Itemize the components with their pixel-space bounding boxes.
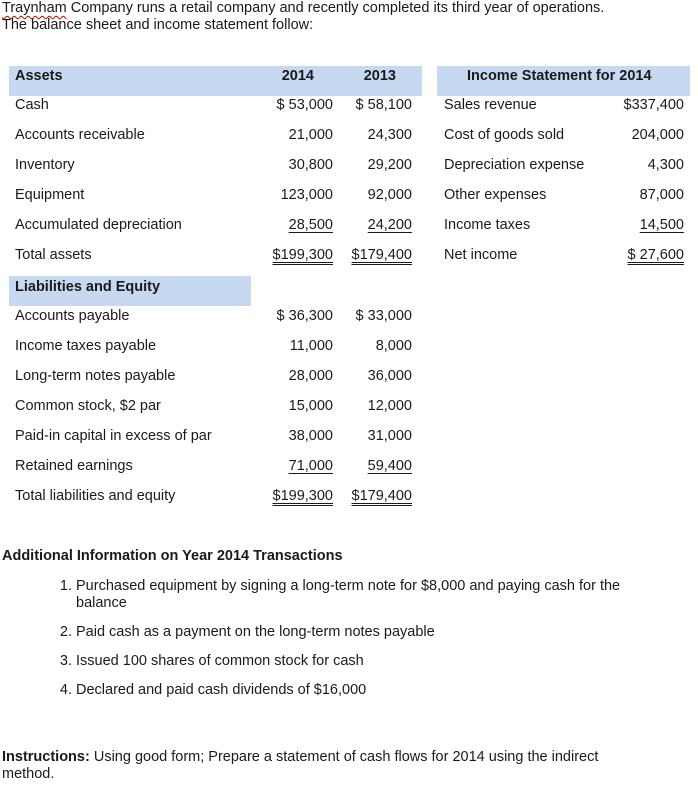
intro-line1: Company runs a retail company and recently completed its third year of operations. bbox=[66, 0, 605, 16]
asset-label: Accumulated depreciation bbox=[15, 217, 182, 233]
income-statement-header: Income Statement for 2014 bbox=[467, 68, 652, 84]
liab-label: Long-term notes payable bbox=[15, 368, 176, 384]
income-label: Sales revenue bbox=[444, 97, 537, 113]
list-item: 1. Purchased equipment by signing a long-term note for $8,000 and paying cash for the balance bbox=[76, 578, 666, 612]
liab-2013: $ 33,000 bbox=[355, 308, 412, 324]
income-label: Depreciation expense bbox=[444, 157, 585, 173]
liab-2013: 12,000 bbox=[367, 398, 412, 414]
instructions bbox=[2, 749, 652, 783]
col-2013-header: 2013 bbox=[363, 68, 396, 84]
list-item: 2. Paid cash as a payment on the long-term notes payable bbox=[76, 624, 666, 641]
liab-label: Paid-in capital in excess of par bbox=[15, 428, 212, 444]
income-value: 87,000 bbox=[639, 187, 684, 203]
col-2014-header: 2014 bbox=[281, 68, 314, 84]
liab-label: Retained earnings bbox=[15, 458, 133, 474]
liab-2013: 8,000 bbox=[375, 338, 412, 354]
income-value: 204,000 bbox=[631, 127, 684, 143]
income-value: 14,500 bbox=[639, 217, 684, 233]
intro-text bbox=[2, 0, 604, 34]
liabilities-header: Liabilities and Equity bbox=[15, 279, 161, 295]
asset-total-2013: $179,400 bbox=[351, 247, 412, 263]
liab-total-2013: $179,400 bbox=[351, 488, 412, 504]
liab-label: Common stock, $2 par bbox=[15, 398, 161, 414]
list-item: 4. Declared and paid cash dividends of $16,000 bbox=[76, 682, 666, 699]
assets-header: Assets bbox=[15, 68, 63, 84]
asset-2013: 29,200 bbox=[367, 157, 412, 173]
asset-label: Equipment bbox=[15, 187, 85, 203]
liab-2014: 15,000 bbox=[288, 398, 333, 414]
instructions-text: Using good form; Prepare a statement of cash flows for 2014 using the indirect method. bbox=[2, 749, 599, 782]
liab-2014: 38,000 bbox=[288, 428, 333, 444]
income-value: $337,400 bbox=[623, 97, 684, 113]
asset-label: Accounts receivable bbox=[15, 127, 145, 143]
income-label: Net income bbox=[444, 247, 518, 263]
asset-2014: $ 53,000 bbox=[276, 97, 333, 113]
liab-label: Total liabilities and equity bbox=[15, 488, 176, 504]
list-item: 3. Issued 100 shares of common stock for cash bbox=[76, 653, 666, 670]
asset-label: Inventory bbox=[15, 157, 75, 173]
asset-2014: 21,000 bbox=[288, 127, 333, 143]
asset-2013: 92,000 bbox=[367, 187, 412, 203]
liab-2013: 31,000 bbox=[367, 428, 412, 444]
instructions-label: Instructions: bbox=[2, 749, 90, 765]
liab-total-2014: $199,300 bbox=[272, 488, 333, 504]
liab-2014: 11,000 bbox=[289, 338, 333, 354]
intro-line2: The balance sheet and income statement follow: bbox=[2, 17, 314, 33]
additional-info-title: Additional Information on Year 2014 Transactions bbox=[2, 548, 343, 564]
liab-2013: 59,400 bbox=[367, 458, 412, 474]
liab-2014: 71,000 bbox=[288, 458, 333, 474]
income-label: Income taxes bbox=[444, 217, 531, 233]
asset-label: Cash bbox=[15, 97, 49, 113]
liab-2014: $ 36,300 bbox=[276, 308, 333, 324]
asset-2014: 28,500 bbox=[288, 217, 333, 233]
asset-2013: 24,200 bbox=[367, 217, 412, 233]
liab-2013: 36,000 bbox=[367, 368, 412, 384]
income-label: Other expenses bbox=[444, 187, 547, 203]
company-name: Traynham bbox=[2, 0, 67, 16]
income-label: Cost of goods sold bbox=[444, 127, 565, 143]
asset-total-2014: $199,300 bbox=[272, 247, 333, 263]
liab-label: Accounts payable bbox=[15, 308, 130, 324]
asset-label: Total assets bbox=[15, 247, 92, 263]
net-income-value: $ 27,600 bbox=[627, 247, 684, 263]
liab-2014: 28,000 bbox=[288, 368, 333, 384]
additional-info-list bbox=[34, 578, 666, 711]
income-value: 4,300 bbox=[647, 157, 684, 173]
liab-label: Income taxes payable bbox=[15, 338, 157, 354]
asset-2014: 123,000 bbox=[280, 187, 333, 203]
asset-2013: 24,300 bbox=[367, 127, 412, 143]
asset-2013: $ 58,100 bbox=[355, 97, 412, 113]
asset-2014: 30,800 bbox=[288, 157, 333, 173]
